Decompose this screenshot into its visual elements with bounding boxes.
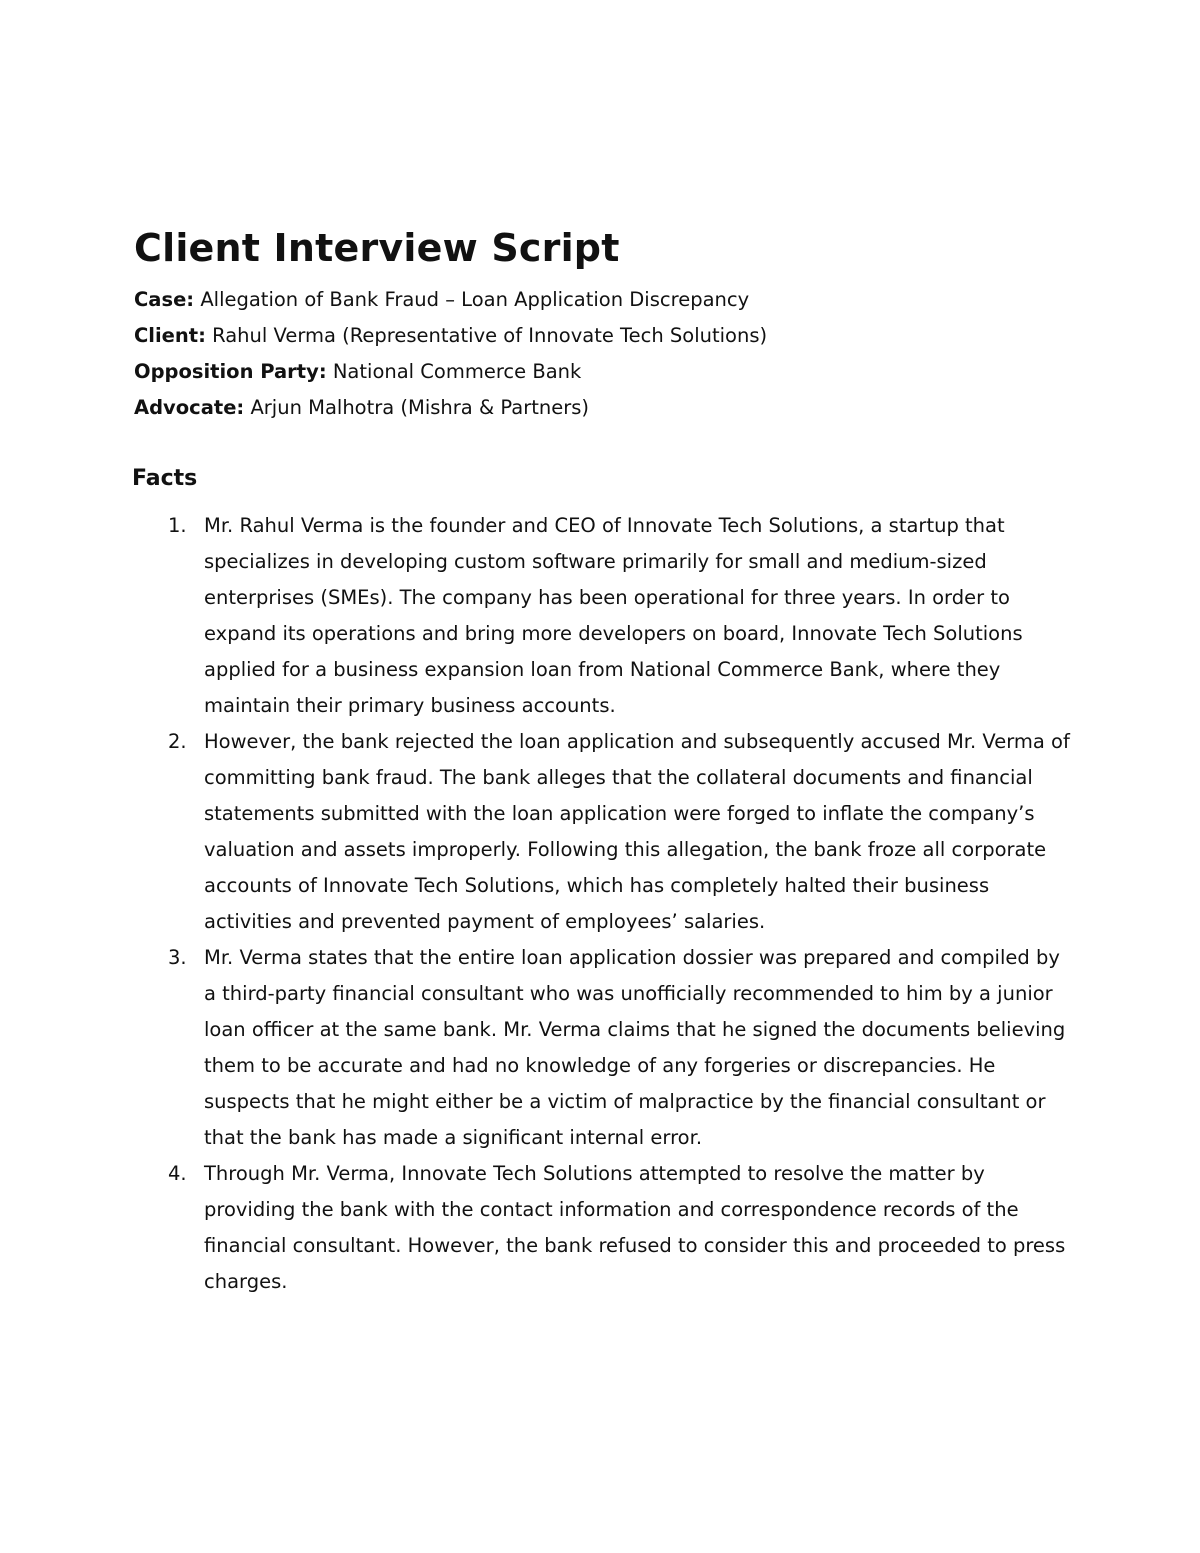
fact-item: [133, 1156, 1074, 1300]
opposition-party-label: Opposition Party:: [134, 360, 327, 383]
fact-text: Through Mr. Verma, Innovate Tech Solutions attempted to resolve the matter by providing the bank with the contact information and correspondence records of the financial consultant. However, the bank refused to consider this and proceeded to press charges.: [204, 1162, 1066, 1293]
fact-text: Mr. Verma states that the entire loan application dossier was prepared and compiled by a third-party financial consultant who was unofficially recommended to him by a junior loan officer at the same bank. Mr. Verma claims that he signed the documents believing them to be accurate and had no knowledge of any forgeries or discrepancies. He suspects that he might either be a victim of malpractice by the financial consultant or that the bank has made a significant internal error.: [204, 946, 1066, 1149]
fact-item: [133, 508, 1074, 724]
advocate-label: Advocate:: [134, 396, 245, 419]
fact-text: Mr. Rahul Verma is the founder and CEO of Innovate Tech Solutions, a startup that specializes in developing custom software primarily for small and medium-sized enterprises (SMEs). The company has been operational for three years. In order to expand its operations and bring more developers on board, Innovate Tech Solutions applied for a business expansion loan from National Commerce Bank, where they maintain their primary business accounts.: [204, 514, 1023, 717]
facts-heading: Facts: [132, 466, 198, 491]
client-line: [134, 318, 1074, 354]
case-line: [134, 282, 1074, 318]
fact-text: However, the bank rejected the loan application and subsequently accused Mr. Verma of committing bank fraud. The bank alleges that the collateral documents and financial statements submitted with the loan application were forged to inflate the company’s valuation and assets improperly. Following this allegation, the bank froze all corporate accounts of Innovate Tech Solutions, which has completely halted their business activities and prevented payment of employees’ salaries.: [204, 730, 1070, 933]
opposition-party-value: National Commerce Bank: [332, 360, 582, 383]
document-title: Client Interview Script: [134, 226, 620, 270]
case-value: Allegation of Bank Fraud – Loan Application Discrepancy: [200, 288, 750, 311]
fact-number: 2.: [168, 730, 187, 753]
fact-item: [133, 940, 1074, 1156]
opposition-party-line: [134, 354, 1074, 390]
fact-number: 3.: [168, 946, 187, 969]
fact-number: 4.: [168, 1162, 187, 1185]
document-content: [134, 222, 1074, 1300]
case-details: [134, 282, 1074, 426]
client-value: Rahul Verma (Representative of Innovate Tech Solutions): [212, 324, 768, 347]
fact-item: [133, 724, 1074, 940]
advocate-value: Arjun Malhotra (Mishra & Partners): [250, 396, 589, 419]
fact-number: 1.: [168, 514, 187, 537]
case-label: Case:: [134, 288, 195, 311]
facts-list: [134, 508, 1074, 1300]
advocate-line: [134, 390, 1074, 426]
client-label: Client:: [134, 324, 206, 347]
